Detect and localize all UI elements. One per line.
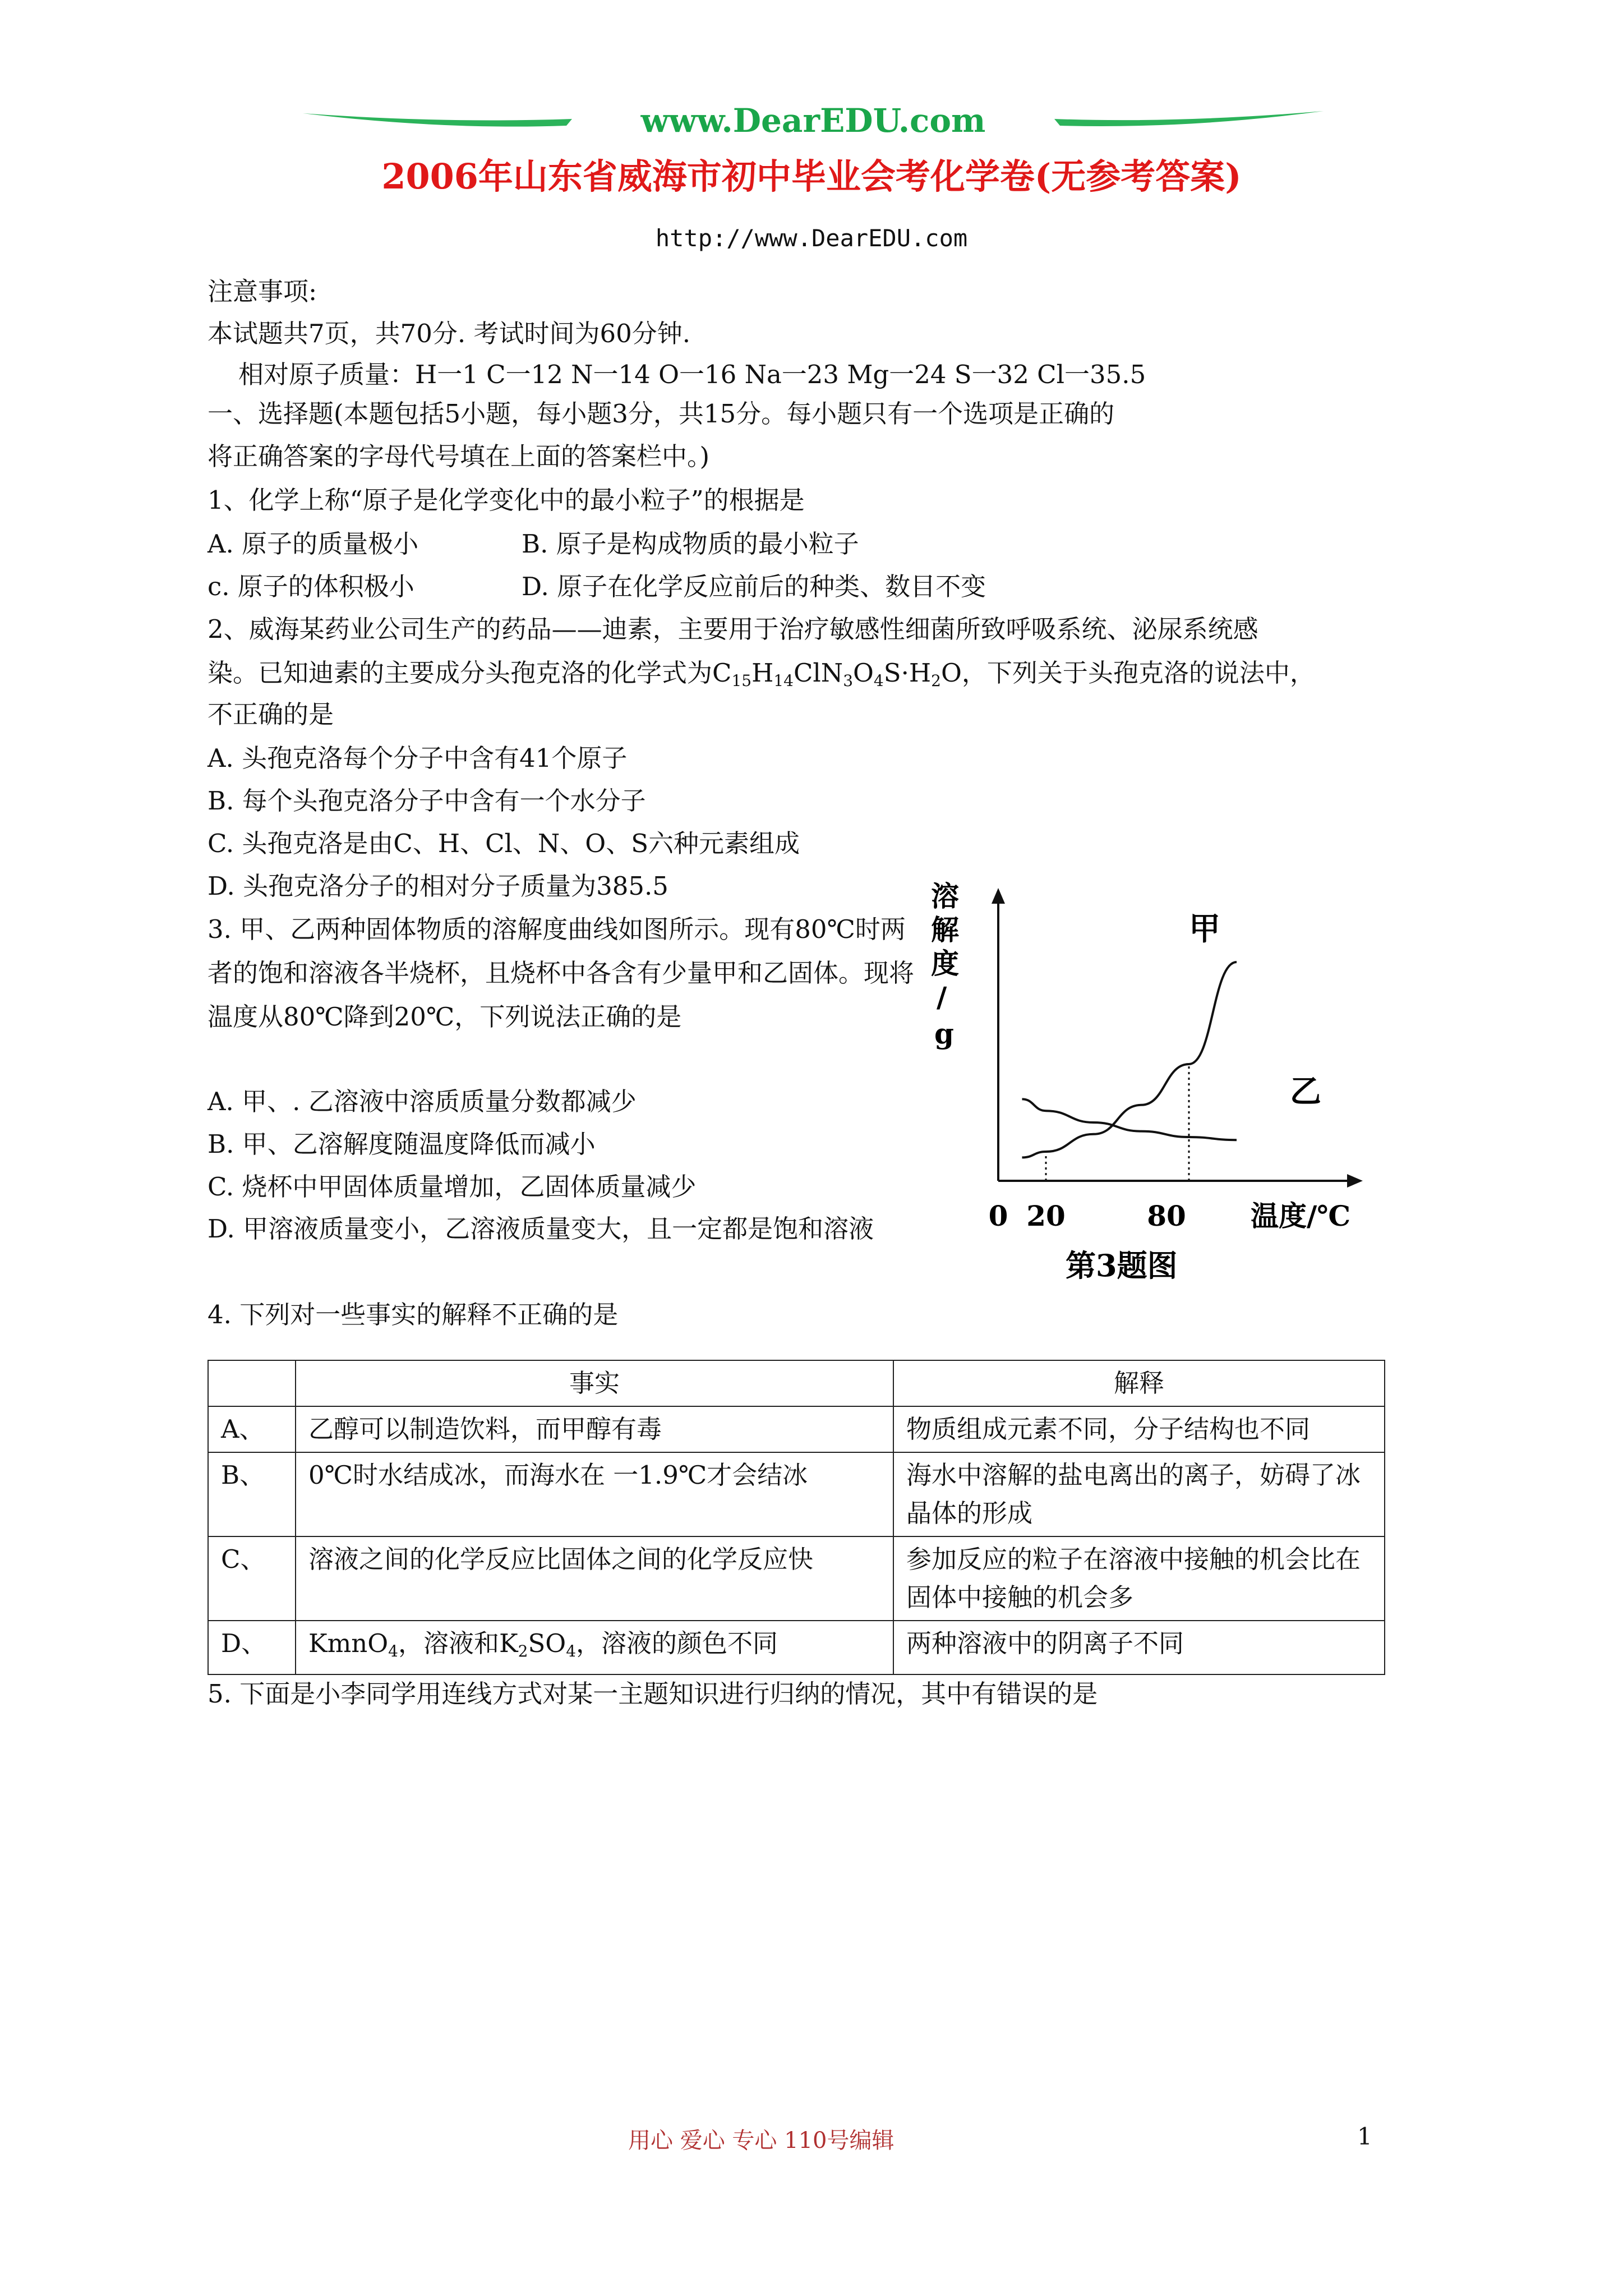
option: B. 甲、乙溶解度随温度降低而减小 — [208, 1129, 596, 1159]
question-stem: 2、威海某药业公司生产的药品——迪素，主要用于治疗敏感性细菌所致呼吸系统、泌尿系统感 — [208, 614, 1258, 644]
question-stem: 1、化学上称“原子是化学变化中的最小粒子”的根据是 — [208, 485, 805, 515]
explanation-cell: 参加反应的粒子在溶液中接触的机会比在固体中接触的机会多 — [893, 1536, 1385, 1621]
option: C. 头孢克洛是由C、H、Cl、N、O、S六种元素组成 — [208, 829, 800, 858]
figure-caption: 第3题图 — [1066, 1248, 1178, 1283]
y-axis-label-char: 解 — [931, 913, 959, 946]
table-row — [208, 1621, 1385, 1674]
source-url[interactable]: http://www.DearEDU.com — [655, 224, 968, 252]
option: D. 头孢克洛分子的相对分子质量为385.5 — [208, 871, 668, 901]
question-stem: 不正确的是 — [208, 700, 334, 729]
stem-text: ，下列关于头孢克洛的说法中， — [961, 658, 1315, 688]
row-label: B、 — [208, 1452, 296, 1536]
chemical-formula: $C_{15}H_{14}ClN_3O_4S\cdot H_2O$ — [712, 658, 962, 690]
x-tick-label: 80 — [1147, 1199, 1186, 1232]
y-axis-label-char: 溶 — [931, 880, 959, 913]
x-tick-label: 0 — [988, 1199, 1008, 1232]
atomic-masses: 相对原子质量：H一1 C一12 N一14 O一16 Na一23 Mg一24 S一32 Cl一35.5 — [238, 360, 1146, 389]
option: A. 头孢克洛每个分子中含有41个原子 — [208, 743, 628, 773]
series-label-yi: 乙 — [1290, 1073, 1321, 1110]
page-title: 2006年山东省威海市初中毕业会考化学卷(无参考答案) — [381, 156, 1242, 197]
option: c. 原子的体积极小 — [208, 572, 414, 601]
option: A. 甲、. 乙溶液中溶质质量分数都减少 — [208, 1087, 637, 1116]
option: D. 原子在化学反应前后的种类、数目不变 — [522, 572, 986, 601]
page-number: 1 — [1357, 2123, 1372, 2150]
fact-cell: 乙醇可以制造饮料，而甲醇有毒 — [296, 1406, 893, 1452]
fact-text: ，溶液和K — [398, 1628, 518, 1658]
fact-text: SO — [528, 1628, 566, 1658]
y-axis-label-char: 度 — [931, 947, 959, 980]
fact-text: KmnO — [308, 1628, 389, 1658]
question-stem: 5. 下面是小李同学用连线方式对某一主题知识进行归纳的情况，其中有错误的是 — [208, 1679, 1098, 1709]
solubility-chart-svg — [920, 878, 1380, 1287]
series-line-yi — [1022, 1099, 1237, 1140]
section-intro: 将正确答案的字母代号填在上面的答案栏中。) — [208, 441, 710, 471]
y-axis-label-char: g — [934, 1017, 954, 1050]
option: A. 原子的质量极小 — [208, 529, 419, 559]
footer-text: 用心 爱心 专心 110号编辑 — [628, 2128, 895, 2154]
section-intro: 一、选择题(本题包括5小题，每小题3分，共15分。每小题只有一个选项是正确的 — [208, 399, 1115, 429]
table-header-row — [208, 1360, 1385, 1406]
x-axis-label: 温度/℃ — [1251, 1199, 1351, 1232]
table-row — [208, 1406, 1385, 1452]
option: B. 每个头孢克洛分子中含有一个水分子 — [208, 786, 646, 816]
y-axis-arrow-icon — [992, 888, 1005, 904]
subscript: 2 — [518, 1642, 528, 1660]
x-tick-label: 20 — [1026, 1199, 1066, 1232]
row-label: A、 — [208, 1406, 296, 1452]
option: C. 烧杯中甲固体质量增加，乙固体质量减少 — [208, 1172, 697, 1202]
subscript: 4 — [388, 1642, 398, 1660]
explanation-cell: 两种溶液中的阴离子不同 — [893, 1621, 1385, 1674]
series-line-jia — [1022, 962, 1237, 1157]
fact-text: ，溶液的颜色不同 — [576, 1628, 778, 1658]
explanation-cell: 海水中溶解的盐电离出的离子，妨碍了冰晶体的形成 — [893, 1452, 1385, 1536]
option: B. 原子是构成物质的最小粒子 — [522, 529, 859, 559]
header-cell: 解释 — [893, 1360, 1385, 1406]
fact-cell — [296, 1621, 893, 1674]
question-stem: 4. 下列对一些事实的解释不正确的是 — [208, 1300, 619, 1329]
explanation-cell: 物质组成元素不同，分子结构也不同 — [893, 1406, 1385, 1452]
fact-cell: 溶液之间的化学反应比固体之间的化学反应快 — [296, 1536, 893, 1621]
notes-line: 本试题共7页，共70分. 考试时间为60分钟. — [208, 319, 691, 348]
series-label-jia: 甲 — [1189, 910, 1220, 947]
question-stem: 3. 甲、乙两种固体物质的溶解度曲线如图所示。现有80℃时两者的饱和溶液各半烧杯，且烧杯中各含有少量甲和乙固体。现将温度从80℃降到20℃，下列说法正确的是 — [208, 914, 915, 1032]
row-label: D、 — [208, 1621, 296, 1674]
site-banner — [303, 101, 1324, 140]
brand-logo-text: www.DearEDU.com — [640, 102, 986, 140]
fact-cell: 0℃时水结成冰，而海水在 一1.9℃才会结冰 — [296, 1452, 893, 1536]
stem-text: 染。已知迪素的主要成分头孢克洛的化学式为 — [208, 658, 713, 688]
x-axis-arrow-icon — [1347, 1174, 1363, 1188]
solubility-chart — [920, 878, 1380, 1290]
y-axis-label-char: / — [937, 981, 947, 1014]
row-label: C、 — [208, 1536, 296, 1621]
table-row — [208, 1452, 1385, 1536]
header-cell: 事实 — [296, 1360, 893, 1406]
table-row — [208, 1536, 1385, 1621]
question-stem — [208, 656, 1315, 698]
header-cell — [208, 1360, 296, 1406]
option: D. 甲溶液质量变小，乙溶液质量变大，且一定都是饱和溶液 — [208, 1214, 874, 1244]
facts-table — [208, 1360, 1385, 1675]
subscript: 4 — [566, 1642, 577, 1660]
notes-heading: 注意事项: — [208, 277, 317, 306]
